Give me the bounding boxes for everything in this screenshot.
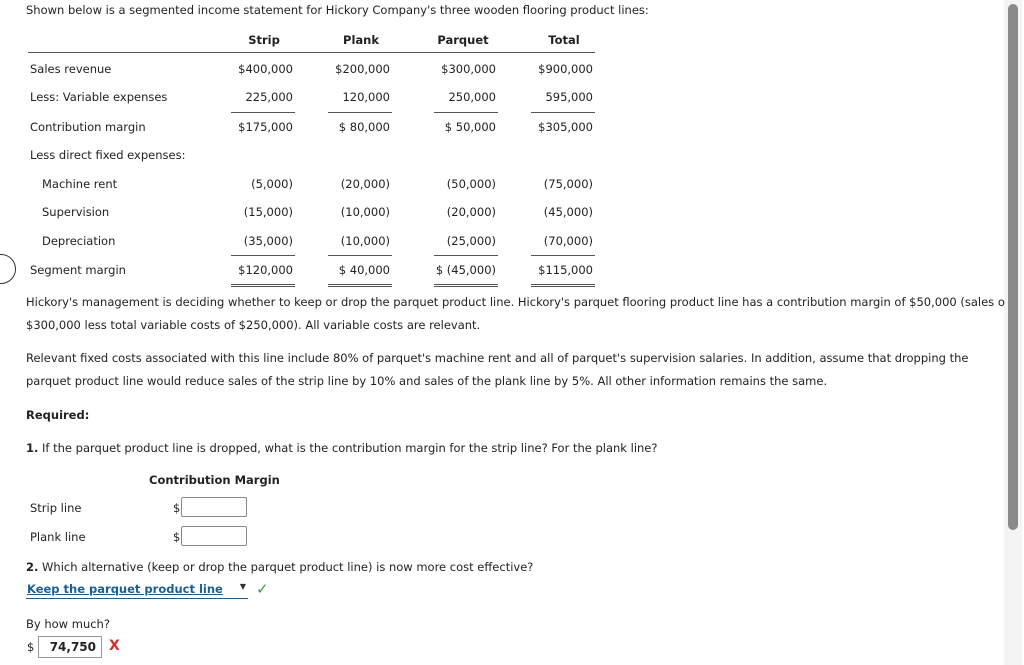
plank-line-label: Plank line <box>30 530 86 544</box>
column-header-parquet: Parquet <box>437 33 489 47</box>
table-cell: (75,000) <box>543 177 593 191</box>
table-cell: (45,000) <box>543 205 593 219</box>
by-how-much-label: By how much? <box>26 617 110 631</box>
table-cell: (20,000) <box>340 177 390 191</box>
question-2-number: 2. <box>26 560 39 574</box>
column-header-total: Total <box>548 33 580 47</box>
table-cell: (5,000) <box>251 177 293 191</box>
row-label: Machine rent <box>42 177 118 191</box>
table-cell: $ 50,000 <box>444 120 496 134</box>
required-label: Required: <box>26 408 90 422</box>
table-cell: (20,000) <box>446 205 496 219</box>
segment-margin-rule <box>231 284 295 285</box>
table-cell: 250,000 <box>448 90 496 104</box>
scrollbar-thumb[interactable] <box>1008 4 1018 530</box>
table-cell: $400,000 <box>238 62 293 76</box>
table-cell: $200,000 <box>335 62 390 76</box>
keep-drop-dropdown[interactable] <box>26 581 248 599</box>
question-2 <box>26 560 533 574</box>
row-label: Depreciation <box>42 234 116 248</box>
table-cell: $ 80,000 <box>338 120 390 134</box>
table-cell: (25,000) <box>446 234 496 248</box>
intro-text: Shown below is a segmented income statement for Hickory Company's three wooden flooring product lines: <box>26 3 649 17</box>
segment-margin-rule <box>434 284 498 285</box>
table-cell: $175,000 <box>238 120 293 134</box>
dropdown-selected-value: Keep the parquet product line <box>27 582 223 596</box>
table-cell: $ (45,000) <box>435 263 496 277</box>
depreciation-rule <box>531 255 595 256</box>
table-cell: (10,000) <box>340 205 390 219</box>
question-2-text: Which alternative (keep or drop the parquet product line) is now more cost effective? <box>42 560 534 574</box>
table-cell: $ 40,000 <box>338 263 390 277</box>
table-cell: (35,000) <box>243 234 293 248</box>
segment-margin-rule <box>328 284 392 285</box>
table-cell: 225,000 <box>245 90 293 104</box>
paragraph-1-line-1: Hickory's management is deciding whether to keep or drop the parquet product line. Hickory's parquet flooring product line has a contribution margin of $50,000 (sales o <box>26 295 1005 309</box>
row-label: Supervision <box>42 205 110 219</box>
segment-margin-double-rule <box>434 286 498 287</box>
table-cell: 120,000 <box>342 90 390 104</box>
paragraph-2-line-1: Relevant fixed costs associated with this line include 80% of parquet's machine rent and all of parquet's supervision salaries. In addition, assume that dropping the <box>26 351 969 365</box>
variable-expenses-rule <box>434 112 498 113</box>
chevron-down-icon[interactable]: ▼ <box>239 582 246 591</box>
strip-line-label: Strip line <box>30 501 82 515</box>
contribution-margin-header: Contribution Margin <box>149 473 280 487</box>
question-1 <box>26 441 657 455</box>
segment-margin-double-rule <box>328 286 392 287</box>
wrong-mark-icon: X <box>109 638 120 654</box>
paragraph-1-line-2: $300,000 less total variable costs of $250,000). All variable costs are relevant. <box>26 318 481 332</box>
table-cell: $115,000 <box>538 263 593 277</box>
variable-expenses-rule <box>328 112 392 113</box>
row-label: Less direct fixed expenses: <box>30 148 186 162</box>
strip-line-currency: $ <box>173 501 181 515</box>
row-label: Contribution margin <box>30 120 146 134</box>
table-cell: $120,000 <box>238 263 293 277</box>
depreciation-rule <box>328 255 392 256</box>
left-nav-circle[interactable] <box>0 254 16 284</box>
segment-margin-double-rule <box>531 286 595 287</box>
depreciation-rule <box>434 255 498 256</box>
table-cell: (50,000) <box>446 177 496 191</box>
depreciation-rule <box>231 255 295 256</box>
variable-expenses-rule <box>231 112 295 113</box>
table-cell: $305,000 <box>538 120 593 134</box>
segment-margin-double-rule <box>231 286 295 287</box>
plank-line-input[interactable] <box>181 526 247 546</box>
question-1-text: If the parquet product line is dropped, what is the contribution margin for the strip line? For the plank line? <box>42 441 658 455</box>
strip-line-input[interactable] <box>181 497 247 517</box>
segment-margin-rule <box>531 284 595 285</box>
table-cell: 595,000 <box>545 90 593 104</box>
table-cell: $300,000 <box>441 62 496 76</box>
answer-currency: $ <box>27 640 35 654</box>
table-cell: $900,000 <box>538 62 593 76</box>
answer-input[interactable]: 74,750 <box>38 636 102 658</box>
column-header-strip: Strip <box>248 33 280 47</box>
check-mark-icon: ✓ <box>256 580 269 598</box>
row-label: Sales revenue <box>30 62 112 76</box>
table-cell: (70,000) <box>543 234 593 248</box>
paragraph-2-line-2: parquet product line would reduce sales of the strip line by 10% and sales of the plank line by 5%. All other information remains the same. <box>26 374 828 388</box>
row-label: Less: Variable expenses <box>30 90 168 104</box>
variable-expenses-rule <box>531 112 595 113</box>
row-label: Segment margin <box>30 263 126 277</box>
column-header-plank: Plank <box>343 33 379 47</box>
header-rule <box>28 52 595 53</box>
plank-line-currency: $ <box>173 530 181 544</box>
table-cell: (15,000) <box>243 205 293 219</box>
question-1-number: 1. <box>26 441 39 455</box>
table-cell: (10,000) <box>340 234 390 248</box>
